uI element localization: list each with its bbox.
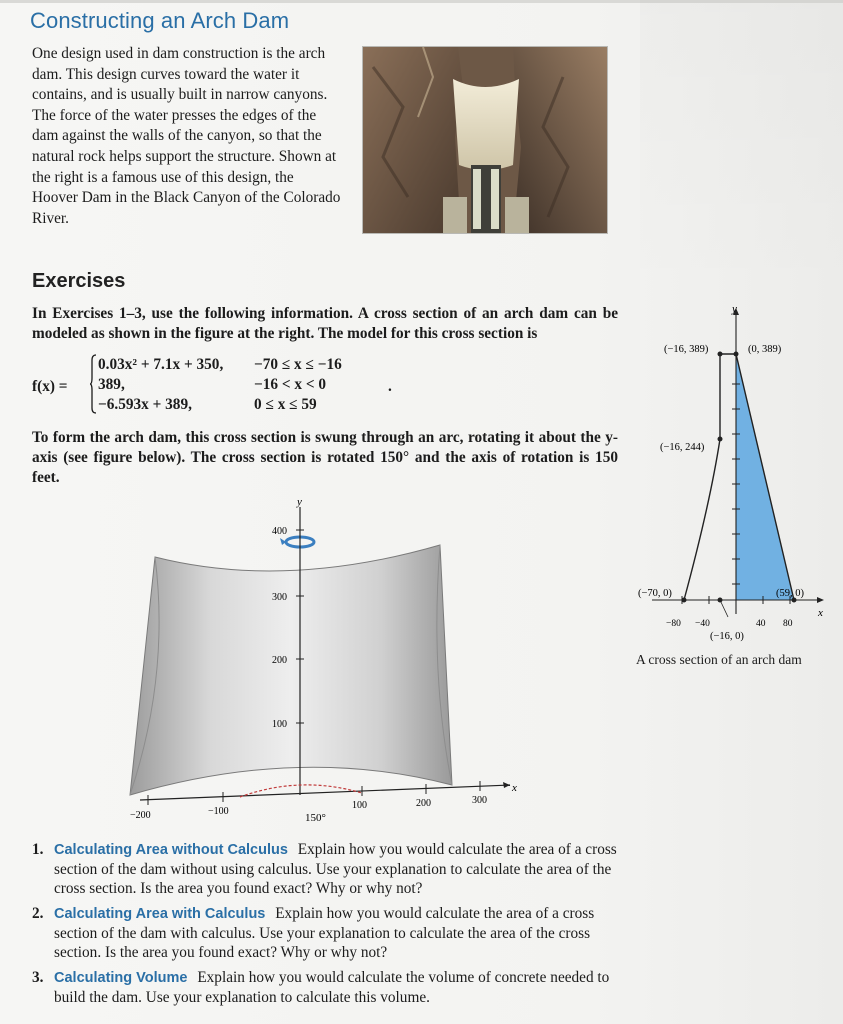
label-neg16-244: (−16, 244) [660, 442, 705, 453]
y-tick-300: 300 [272, 592, 287, 603]
label-neg16-0: (−16, 0) [710, 631, 744, 642]
x-tick-100: 100 [352, 800, 367, 811]
cross-section-caption: A cross section of an arch dam [636, 652, 802, 667]
piece-2-cond: −16 < x < 0 [254, 376, 327, 393]
piece-1-expr: 0.03x² + 7.1x + 350, [98, 356, 224, 373]
label-neg70-0: (−70, 0) [638, 588, 672, 599]
exercise-item [32, 904, 620, 962]
x-axis-label-3d: x [512, 782, 517, 794]
exercises-heading: Exercises [32, 270, 126, 292]
exercise-title: Calculating Volume [54, 970, 188, 986]
y-tick-200: 200 [272, 655, 287, 666]
angle-label: 150° [305, 812, 326, 824]
bleed-through [640, 0, 843, 300]
intro-paragraph: One design used in dam construction is the arch dam. This design curves toward the water it contains, and is usually built in narrow canyons. The force of the water presses the edges of the dam against the walls of the canyon, so that the natural rock helps support the structure. Shown at the right is a famous use of this design, the Hoover Dam in the Black Canyon of the Colorado River. [32, 45, 341, 227]
exercise-number: 1. [32, 841, 44, 858]
label-neg16-389: (−16, 389) [664, 344, 709, 355]
exercise-title: Calculating Area without Calculus [54, 842, 288, 858]
x-tick-80: 80 [783, 619, 793, 629]
x-tick-neg200: −200 [130, 810, 151, 821]
exercise-number: 3. [32, 969, 44, 986]
piece-3-cond: 0 ≤ x ≤ 59 [254, 396, 317, 413]
function-lhs: f(x) = [32, 378, 68, 395]
x-tick-40: 40 [756, 619, 766, 629]
exercise-number: 2. [32, 905, 44, 922]
y-tick-400: 400 [272, 526, 287, 537]
label-0-389: (0, 389) [748, 344, 782, 355]
label-59-0: (59, 0) [776, 588, 804, 599]
x-tick-200: 200 [416, 798, 431, 809]
hoover-dam-illustration [363, 47, 607, 233]
y-axis-label-2d: y [732, 304, 737, 315]
piece-2-expr: 389, [98, 376, 125, 393]
exercise-list [32, 840, 620, 1013]
exercises-intro: In Exercises 1–3, use the following information. A cross section of an arch dam can be modeled as shown in the figure at the right. The model for this cross section is [32, 305, 618, 342]
page-title: Constructing an Arch Dam [30, 8, 290, 33]
exercise-text: Explain how you would calculate the area of a cross section of the dam without using calculus. Use your explanation to calculate the area of the cross section. Is the area you found exact? Why or why not? [54, 841, 617, 897]
piece-3-expr: −6.593x + 389, [98, 396, 192, 413]
arch-dam-3d-figure [100, 495, 530, 835]
x-tick-neg100: −100 [208, 806, 229, 817]
exercise-text: Explain how you would calculate the area of a cross section of the dam with calculus. Use your explanation to calculate the area of the cross section. Is the area you found exact? Why or why not? [54, 905, 595, 961]
left-brace [90, 354, 96, 414]
piece-1-cond: −70 ≤ x ≤ −16 [254, 356, 342, 373]
x-tick-neg40: −40 [695, 619, 710, 629]
exercise-item [32, 968, 620, 1007]
x-tick-300: 300 [472, 795, 487, 806]
rotation-paragraph: To form the arch dam, this cross section is swung through an arc, rotating it about the y-axis (see figure below). The cross section is rotated 150° and the axis of rotation is 150 feet. [32, 429, 618, 486]
x-axis-label-2d: x [818, 607, 823, 619]
exercise-item [32, 840, 620, 898]
hoover-dam-photo [362, 46, 608, 234]
function-period: . [388, 378, 392, 395]
exercise-text: Explain how you would calculate the volume of concrete needed to build the dam. Use your explanation to calculate this volume. [54, 969, 610, 1006]
x-tick-neg80: −80 [666, 619, 681, 629]
exercise-title: Calculating Area with Calculus [54, 906, 266, 922]
x-axis-3d [140, 785, 510, 800]
y-axis-label-3d: y [297, 496, 302, 508]
y-tick-100: 100 [272, 719, 287, 730]
cross-section-figure [632, 304, 832, 644]
dam-surface [130, 545, 452, 795]
